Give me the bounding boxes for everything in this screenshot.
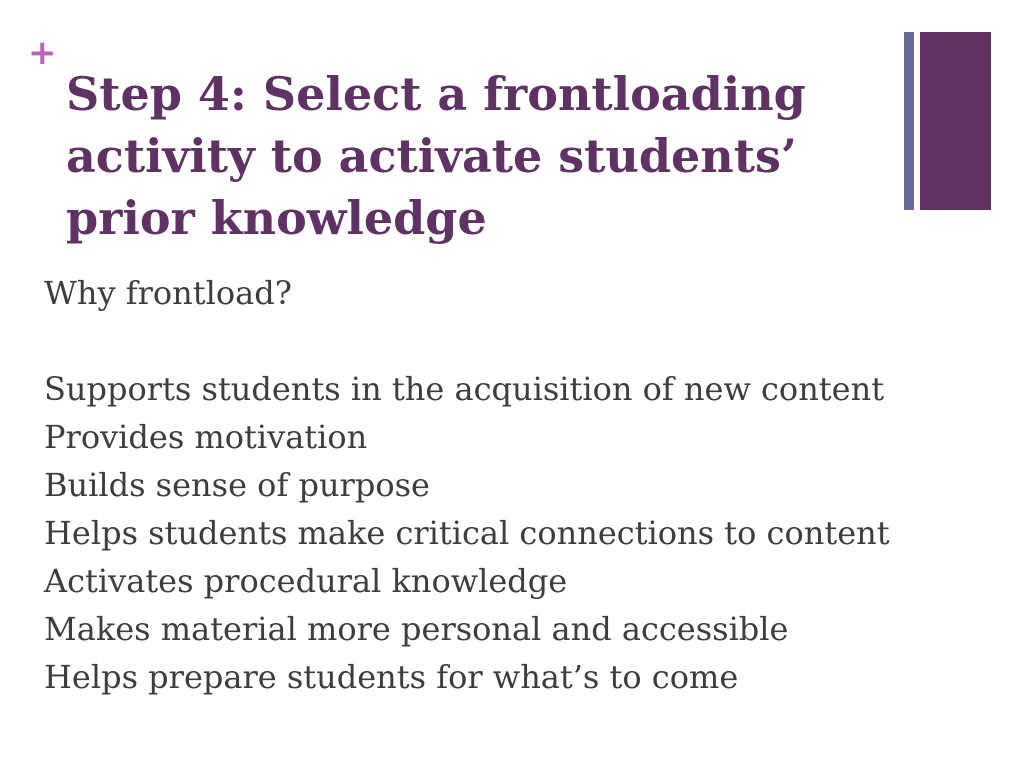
- list-item: Helps students make critical connections to content: [44, 514, 890, 552]
- slide-title-line: prior knowledge: [66, 191, 487, 245]
- plus-icon: +: [28, 33, 57, 73]
- body-question: Why frontload?: [44, 274, 292, 312]
- list-item: Supports students in the acquisition of new content: [44, 370, 885, 408]
- slide-title: [66, 63, 886, 249]
- slide-title-line: activity to activate students’: [66, 129, 797, 183]
- list-item: Activates procedural knowledge: [44, 562, 568, 600]
- list-item: Builds sense of purpose: [44, 466, 430, 504]
- list-item: Makes material more personal and accessible: [44, 610, 789, 648]
- slide-title-line: Step 4: Select a frontloading: [66, 67, 806, 121]
- accent-bar-thin: [904, 32, 914, 210]
- blank-line: [44, 317, 1014, 365]
- list-item: Provides motivation: [44, 418, 368, 456]
- reasons-list: [44, 365, 1014, 701]
- slide-body: [44, 269, 1014, 701]
- accent-bar-thick: [920, 32, 991, 210]
- list-item: Helps prepare students for what’s to come: [44, 658, 739, 696]
